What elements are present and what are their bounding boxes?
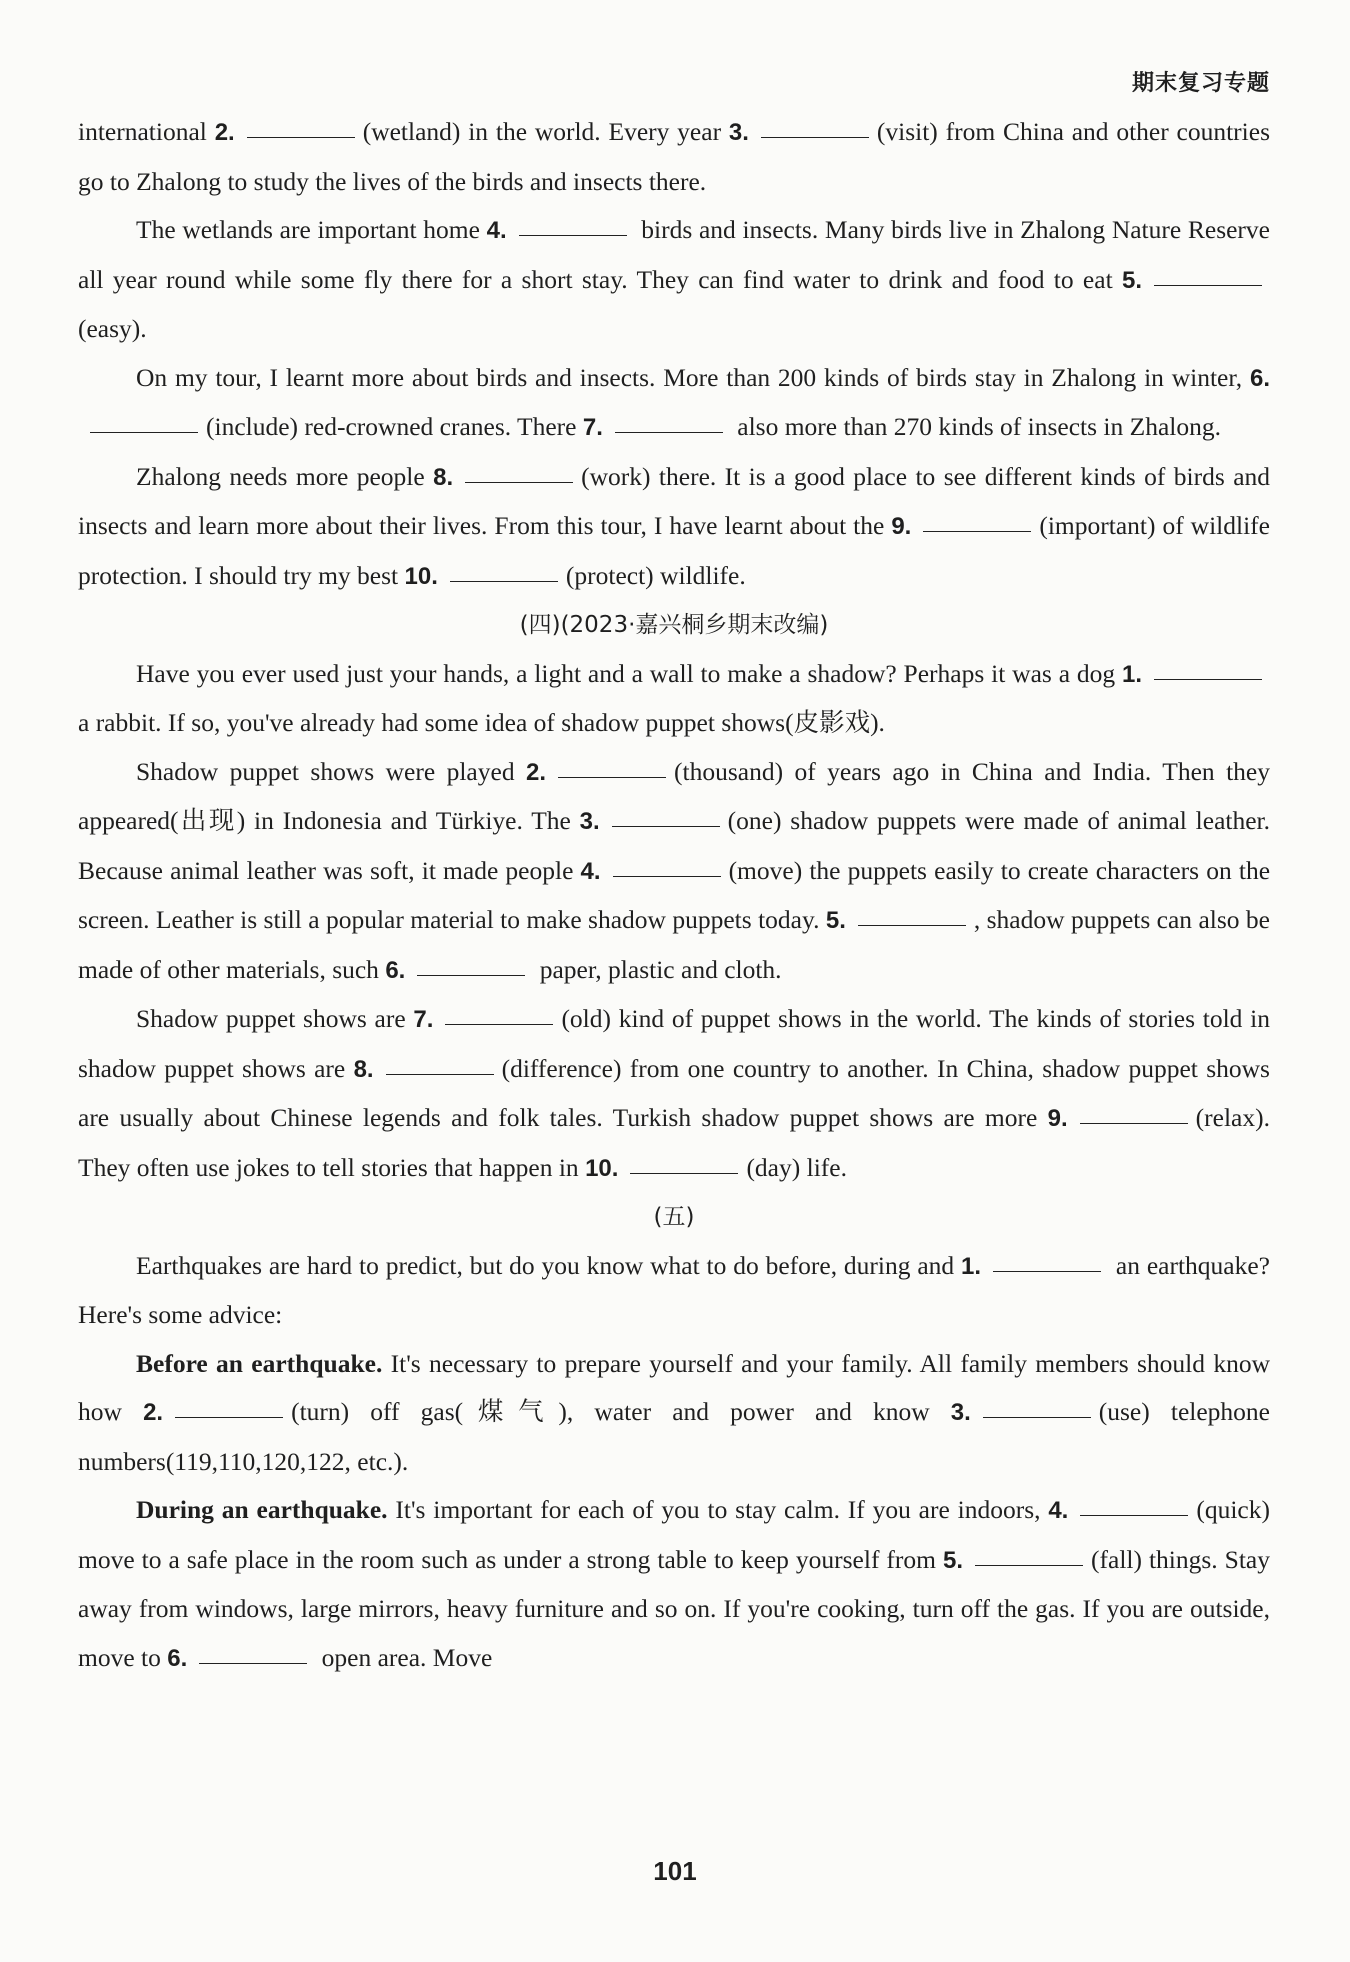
answer-blank[interactable]: [465, 481, 573, 483]
question-number: 5.: [1121, 266, 1142, 294]
text: (old) kind of puppet shows in the world. The kinds of stories told in shadow puppet shows are: [78, 1004, 1270, 1083]
question-number: 7.: [413, 1006, 434, 1033]
answer-blank[interactable]: [615, 431, 723, 433]
paragraph: [78, 1486, 1270, 1683]
answer-blank[interactable]: [445, 1023, 553, 1025]
text: It's necessary to prepare yourself and your family. All family members should know how: [78, 1348, 1270, 1426]
text: (important) of wildlife protection. I should try my best: [78, 511, 1270, 590]
question-number: 4.: [486, 217, 507, 244]
section-heading: (五): [653, 1204, 695, 1230]
text: (difference) from one country to another. In China, shadow puppet shows are usually about Chinese legends and folk tales. Turkish shadow puppet shows are more: [78, 1053, 1270, 1132]
paragraph: [78, 108, 1270, 206]
answer-blank[interactable]: [993, 1270, 1101, 1272]
text: birds and insects. Many birds live in Zhalong Nature Reserve all year round while some fly there for a short stay. They can find water to drink and food to eat: [78, 215, 1270, 294]
text: Have you ever used just your hands, a light and a wall to make a shadow? Perhaps it was a dog: [136, 658, 1122, 688]
text: (fall) things. Stay away from windows, large mirrors, heavy furniture and so on. If you're cooking, turn off the gas. If you are outside, move to: [78, 1544, 1271, 1672]
text: (one) shadow puppets were made of animal leather. Because animal leather was soft, it made people: [78, 806, 1271, 885]
question-number: 9.: [891, 513, 912, 540]
passage-content: [78, 108, 1270, 1683]
question-number: 10.: [585, 1154, 619, 1182]
answer-blank[interactable]: [1154, 284, 1262, 286]
question-number: 10.: [404, 562, 438, 590]
paragraph: [78, 206, 1270, 354]
text: , shadow puppets can also be made of other materials, such: [78, 905, 1271, 984]
subheading: During an earthquake.: [136, 1495, 388, 1524]
text: an earthquake? Here's some advice:: [78, 1250, 1270, 1329]
page-header: 期末复习专题: [1131, 71, 1270, 96]
answer-blank[interactable]: [612, 825, 720, 827]
question-number: 2.: [214, 119, 235, 146]
question-number: 2.: [526, 758, 547, 786]
text: (day) life.: [746, 1152, 847, 1182]
answer-blank[interactable]: [975, 1564, 1083, 1566]
answer-blank[interactable]: [175, 1416, 283, 1418]
text: (move) the puppets easily to create characters on the screen. Leather is still a popular material to make shadow puppets today.: [78, 855, 1271, 934]
answer-blank[interactable]: [923, 530, 1031, 532]
text: (protect) wildlife.: [565, 560, 746, 590]
answer-blank[interactable]: [386, 1073, 494, 1075]
text: (quick) move to a safe place in the room such as under a strong table to keep yourself from: [78, 1495, 1270, 1574]
question-number: 5.: [943, 1546, 964, 1574]
text: (wetland) in the world. Every year: [362, 117, 729, 146]
paragraph: [78, 453, 1270, 602]
text: Zhalong needs more people: [136, 461, 434, 491]
text: (relax). They often use jokes to tell stories that happen in: [78, 1103, 1270, 1182]
text: (turn) off gas(煤气), water and power and know: [291, 1397, 951, 1426]
question-number: 1.: [961, 1252, 982, 1280]
paragraph: [78, 1242, 1270, 1340]
text: Earthquakes are hard to predict, but do you know what to do before, during and: [136, 1250, 962, 1280]
question-number: 6.: [1249, 364, 1270, 392]
answer-blank[interactable]: [558, 776, 666, 778]
question-number: 8.: [433, 463, 454, 491]
paragraph: [78, 650, 1270, 748]
question-number: 8.: [353, 1055, 374, 1083]
text: Shadow puppet shows were played: [136, 756, 526, 786]
text: (work) there. It is a good place to see different kinds of birds and insects and learn more about their lives. From this tour, I have learnt about the: [78, 461, 1271, 540]
question-number: 9.: [1047, 1105, 1068, 1132]
answer-blank[interactable]: [199, 1662, 307, 1664]
text: Shadow puppet shows are: [136, 1004, 414, 1033]
subheading: Before an earthquake.: [136, 1348, 383, 1378]
text: (use) telephone numbers(119,110,120,122, etc.).: [78, 1397, 1270, 1476]
text: a rabbit. If so, you've already had some idea of shadow puppet shows(皮影戏).: [78, 708, 885, 737]
answer-blank[interactable]: [417, 974, 525, 976]
question-number: 4.: [580, 857, 601, 885]
text: paper, plastic and cloth.: [533, 954, 782, 984]
paragraph: [78, 995, 1270, 1193]
answer-blank[interactable]: [519, 234, 627, 236]
question-number: 3.: [950, 1399, 971, 1426]
paragraph: [78, 748, 1270, 996]
paragraph: [78, 1340, 1270, 1487]
question-number: 6.: [385, 956, 406, 984]
question-number: 1.: [1121, 660, 1142, 688]
answer-blank[interactable]: [247, 136, 355, 138]
question-number: 2.: [143, 1399, 164, 1426]
answer-blank[interactable]: [1080, 1514, 1188, 1516]
answer-blank[interactable]: [761, 136, 869, 138]
question-number: 5.: [825, 907, 846, 934]
section-heading: (四)(2023·嘉兴桐乡期末改编): [519, 612, 829, 638]
text: international: [78, 117, 215, 146]
answer-blank[interactable]: [1154, 678, 1262, 680]
text: also more than 270 kinds of insects in Zhalong.: [730, 412, 1221, 441]
text: (easy).: [78, 314, 147, 343]
question-number: 3.: [728, 119, 749, 146]
text: (visit) from China and other countries go to Zhalong to study the lives of the birds and insects there.: [78, 117, 1271, 196]
text: It's important for each of you to stay calm. If you are indoors,: [387, 1495, 1049, 1524]
answer-blank[interactable]: [90, 431, 198, 433]
question-number: 3.: [579, 808, 600, 835]
question-number: 7.: [582, 414, 603, 441]
page-number: 101: [653, 1856, 697, 1886]
question-number: 4.: [1048, 1497, 1069, 1524]
answer-blank[interactable]: [613, 875, 721, 877]
text: (thousand) of years ago in China and India. Then they appeared(出现) in Indonesia and Türkiye. The: [78, 756, 1270, 835]
answer-blank[interactable]: [858, 924, 966, 926]
text: The wetlands are important home: [136, 215, 487, 244]
text: On my tour, I learnt more about birds and insects. More than 200 kinds of birds stay in Zhalong in winter,: [136, 362, 1250, 392]
paragraph: [78, 354, 1270, 453]
answer-blank[interactable]: [1080, 1122, 1188, 1124]
question-number: 6.: [167, 1644, 188, 1672]
text: open area. Move: [315, 1642, 493, 1672]
answer-blank[interactable]: [450, 580, 558, 582]
answer-blank[interactable]: [630, 1172, 738, 1174]
text: (include) red-crowned cranes. There: [206, 412, 583, 441]
answer-blank[interactable]: [983, 1416, 1091, 1418]
